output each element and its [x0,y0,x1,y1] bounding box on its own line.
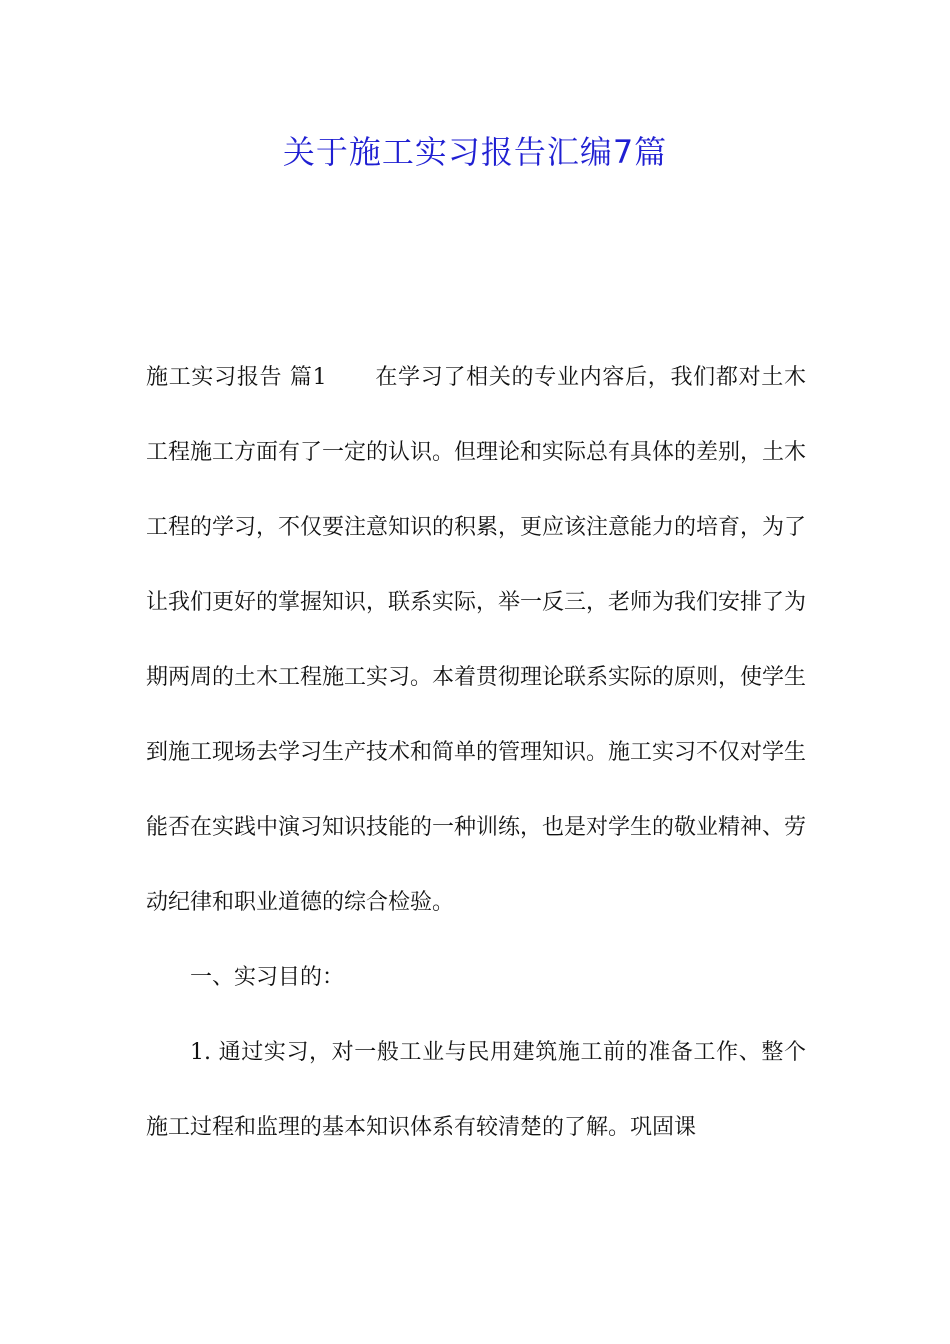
paragraph-text: 在学习了相关的专业内容后，我们都对土木工程施工方面有了一定的认识。但理论和实际总有具体的差别，土木工程的学习，不仅要注意知识的积累，更应该注意能力的培育，为了让我们更好的掌握知识，联系实际，举一反三，老师为我们安排了为期两周的土木工程施工实习。本着贯彻理论联系实际的原则，使学生到施工现场去学习生产技术和简单的管理知识。施工实习不仅对学生能否在实践中演习知识技能的一种训练，也是对学生的敬业精神、劳动纪律和职业道德的综合检验。 [146,365,807,915]
document-title: 关于施工实习报告汇编7篇 [282,133,668,171]
objective-item-1: 1. 通过实习，对一般工业与民用建筑施工前的准备工作、整个施工过程和监理的基本知识体系有较清楚的了解。巩固课 [146,1040,806,1140]
document-body [146,340,806,1165]
intro-paragraph [146,340,806,940]
section-heading: 施工实习报告 篇1 [146,365,327,390]
objective-heading: 一、实习目的： [190,965,345,990]
